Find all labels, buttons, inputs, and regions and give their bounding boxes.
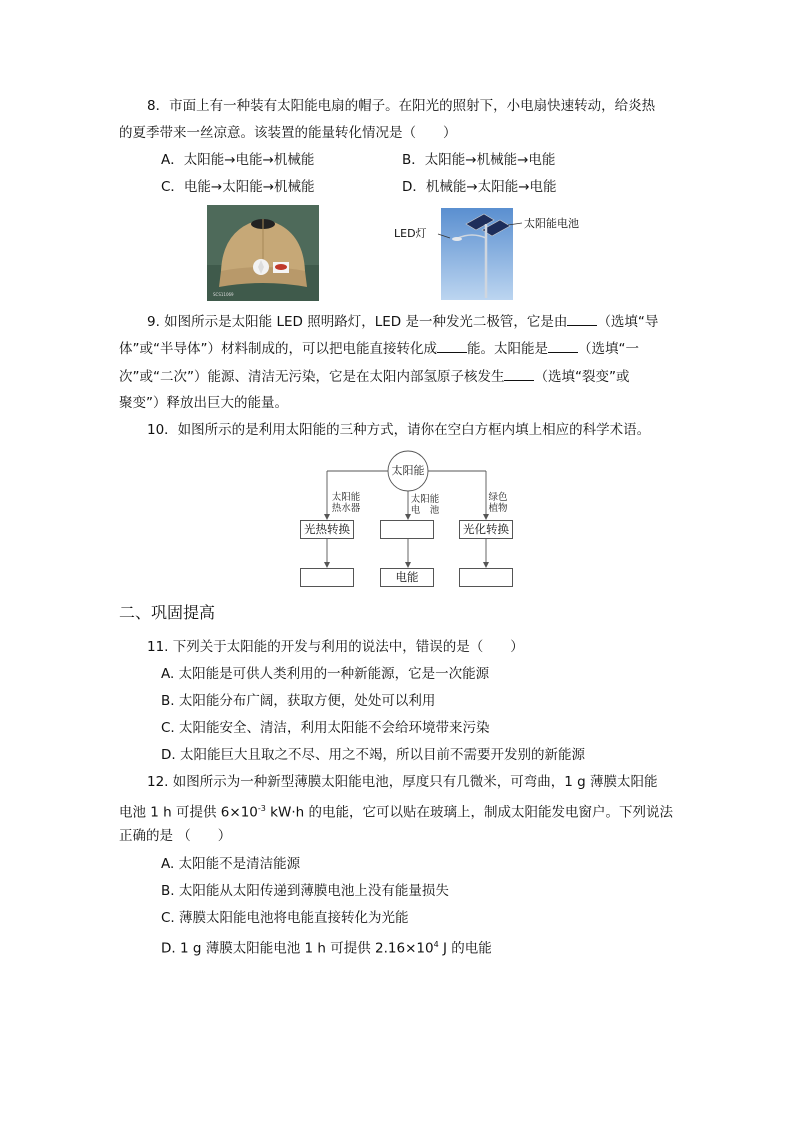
- q11-stem: 11. 下列关于太阳能的开发与利用的说法中，错误的是（ ）: [147, 639, 524, 655]
- q9-text-3: 体”或“半导体”）材料制成的，可以把电能直接转化成: [119, 341, 437, 357]
- q9-text-5: （选填“一: [577, 341, 639, 357]
- q12-option-d-b: J 的电能: [438, 940, 492, 957]
- section-2-heading: 二、巩固提高: [119, 603, 216, 622]
- q12-line2-exponent: -3: [257, 804, 266, 813]
- diagram-left-label-line2: 热水器: [331, 503, 361, 514]
- diagram-box-bottom-right-blank[interactable]: [459, 568, 513, 587]
- q9-blank-4[interactable]: [504, 367, 534, 381]
- led-lamp-label: LED灯: [394, 227, 427, 240]
- solar-panel-label: 太阳能电池: [524, 217, 579, 230]
- q9-line2: [119, 339, 639, 358]
- q12-line2-a: 电池 1 h 可提供 6×10: [119, 804, 258, 821]
- diagram-left-label-line1: 太阳能: [331, 492, 361, 503]
- diagram-box-photochemical: 光化转换: [459, 520, 513, 539]
- diagram-mid-label-line1: 太阳能: [410, 494, 440, 505]
- diagram-box-middle-blank[interactable]: [380, 520, 434, 539]
- q10-stem: 10．如图所示的是利用太阳能的三种方式，请你在空白方框内填上相应的科学术语。: [147, 422, 651, 438]
- diagram-center-sun: 太阳能: [391, 464, 425, 477]
- q9-text-7: （选填“裂变”或: [534, 369, 630, 385]
- diagram-right-label-line1: 绿色: [488, 492, 508, 503]
- solar-streetlight-figure: [394, 208, 594, 300]
- diagram-box-electric-energy: 电能: [380, 568, 434, 587]
- q11-option-c: C. 太阳能安全、清洁，利用太阳能不会给环境带来污染: [161, 720, 490, 736]
- diagram-right-label-line2: 植物: [488, 503, 508, 514]
- q8-option-b: B．太阳能→机械能→电能: [402, 152, 556, 168]
- q8-option-d: D．机械能→太阳能→电能: [402, 179, 557, 195]
- diagram-box-bottom-left-blank[interactable]: [300, 568, 354, 587]
- q12-line2: [119, 800, 673, 822]
- q12-line3: 正确的是 （ ）: [119, 828, 232, 844]
- q8-stem-line2: 的夏季带来一丝凉意。该装置的能量转化情况是（ ）: [119, 125, 457, 141]
- svg-text:SCS11069: SCS11069: [213, 292, 234, 297]
- q9-text-6: 次”或“二次”）能源、清洁无污染，它是在太阳内部氢原子核发生: [119, 369, 505, 385]
- q9-text-2: （选填“导: [597, 314, 659, 330]
- q9-blank-2[interactable]: [437, 339, 467, 353]
- q11-option-b: B. 太阳能分布广阔，获取方便，处处可以利用: [161, 693, 436, 709]
- q9-blank-3[interactable]: [548, 339, 578, 353]
- diagram-box-photothermal: 光热转换: [300, 520, 354, 539]
- solar-cap-photo: [207, 205, 319, 301]
- q12-option-d-exponent: 4: [433, 940, 439, 949]
- q9-line1: [147, 312, 658, 331]
- q12-option-d-a: D. 1 g 薄膜太阳能电池 1 h 可提供 2.16×10: [161, 940, 434, 957]
- q8-stem-line1: 8．市面上有一种装有太阳能电扇的帽子。在阳光的照射下，小电扇快速转动，给炎热: [147, 98, 656, 114]
- q9-line3: [119, 367, 629, 386]
- q12-option-c: C. 薄膜太阳能电池将电能直接转化为光能: [161, 910, 409, 926]
- q12-option-b: B. 太阳能从太阳传递到薄膜电池上没有能量损失: [161, 883, 449, 899]
- q9-text-1: 9. 如图所示是太阳能 LED 照明路灯，LED 是一种发光二极管，它是由: [147, 314, 568, 330]
- q9-line4: 聚变”）释放出巨大的能量。: [119, 395, 288, 411]
- q12-option-d: [161, 936, 492, 958]
- diagram-mid-label-line2: 电 池: [410, 505, 440, 516]
- q9-blank-1[interactable]: [567, 312, 597, 326]
- q8-option-c: C．电能→太阳能→机械能: [161, 179, 315, 195]
- solar-usage-diagram: [296, 450, 520, 590]
- q12-option-a: A. 太阳能不是清洁能源: [161, 856, 301, 872]
- q11-option-d: D. 太阳能巨大且取之不尽、用之不竭，所以目前不需要开发别的新能源: [161, 747, 585, 763]
- q12-line2-b: kW·h 的电能，它可以贴在玻璃上，制成太阳能发电窗户。下列说法: [265, 804, 673, 821]
- q8-option-a: A．太阳能→电能→机械能: [161, 152, 315, 168]
- q12-line1: 12. 如图所示为一种新型薄膜太阳能电池，厚度只有几微米，可弯曲，1 g 薄膜太阳能: [147, 774, 658, 790]
- q9-text-4: 能。太阳能是: [466, 341, 548, 357]
- q11-option-a: A. 太阳能是可供人类利用的一种新能源，它是一次能源: [161, 666, 490, 682]
